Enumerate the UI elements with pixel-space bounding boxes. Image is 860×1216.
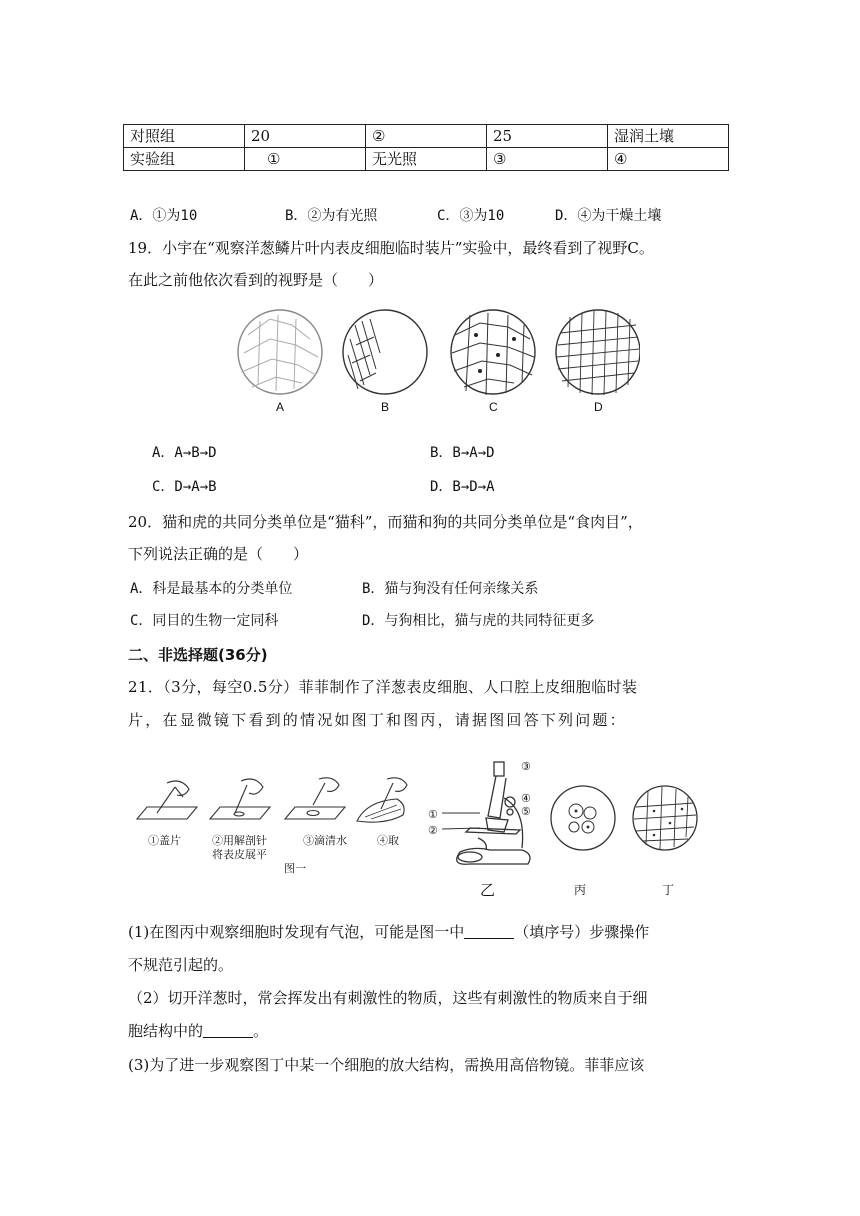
table-row xyxy=(124,148,729,171)
step-caption-2: ②用解剖针 xyxy=(212,835,267,847)
table-row xyxy=(124,125,729,148)
q20-option-a: A．科是最基本的分类单位 xyxy=(130,581,293,597)
q19-option-c: C．D→A→B xyxy=(152,479,217,495)
table-cell: 实验组 xyxy=(124,148,245,171)
table-cell: ④ xyxy=(608,148,729,171)
q18-option-a: A．①为10 xyxy=(130,208,198,224)
q21-sub1-cont: 不规范引起的。 xyxy=(128,956,234,974)
figure-label-b: B xyxy=(381,400,390,414)
figure-label-yi: 乙 xyxy=(480,881,496,899)
q18-option-c: C．③为10 xyxy=(437,208,505,224)
q19-stem-line2: 在此之前他依次看到的视野是（ ） xyxy=(128,271,384,289)
q20-option-c: C．同目的生物一定同科 xyxy=(130,613,279,629)
q21-sub1 xyxy=(128,922,649,942)
microscope-marker-2: ② xyxy=(428,825,438,837)
q19-stem-line1: 19．小宇在“观察洋葱鳞片叶内表皮细胞临时装片”实验中，最终看到了视野C。 xyxy=(128,239,654,257)
q19-option-a: A．A→B→D xyxy=(152,445,217,461)
microscope-marker-5: ⑤ xyxy=(521,806,531,818)
procedure-steps-figure xyxy=(135,775,410,830)
microscope-marker-3: ③ xyxy=(521,761,531,773)
q21-stem-line2: 片，在显微镜下看到的情况如图丁和图丙，请据图回答下列问题： xyxy=(128,711,627,729)
microscope-marker-4: ④ xyxy=(521,793,531,805)
figure-label-a: A xyxy=(276,400,285,414)
onion-cell-field xyxy=(630,783,700,853)
q18-option-d: D．④为干燥土壤 xyxy=(555,208,662,224)
figure-label-d: D xyxy=(594,400,603,414)
marker-lines xyxy=(440,800,530,836)
q21-sub2: （2）切开洋葱时，常会挥发出有刺激性的物质，这些有刺激性的物质来自于细 xyxy=(128,989,648,1007)
table-cell: ② xyxy=(366,125,487,148)
q20-stem-line1: 20．猫和虎的共同分类单位是“猫科”，而猫和狗的共同分类单位是“食肉目”， xyxy=(128,513,643,531)
section-heading: 二、非选择题(36分) xyxy=(128,646,268,664)
q18-option-b: B．②为有光照 xyxy=(285,208,378,224)
microscope-marker-1: ① xyxy=(428,809,438,821)
table-cell: 25 xyxy=(487,125,608,148)
q20-option-d: D．与狗相比，猫与虎的共同特征更多 xyxy=(362,613,595,629)
q19-option-b: B．B→A→D xyxy=(430,445,495,461)
q21-stem-line1: 21．（3分，每空0.5分）菲菲制作了洋葱表皮细胞、人口腔上皮细胞临时装 xyxy=(128,678,638,696)
experiment-table xyxy=(123,124,729,171)
answer-blank-2[interactable] xyxy=(203,1023,253,1038)
table-cell: 湿润土壤 xyxy=(608,125,729,148)
q21-sub3: (3)为了进一步观察图丁中某一个细胞的放大结构，需换用高倍物镜。菲菲应该 xyxy=(128,1056,645,1074)
q21-sub2-cont xyxy=(128,1021,268,1041)
q20-option-b: B．猫与狗没有任何亲缘关系 xyxy=(362,581,539,597)
answer-blank-1[interactable] xyxy=(464,924,514,939)
figure-label-bing: 丙 xyxy=(574,883,587,897)
q21-sub2-text-b: 胞结构中的 xyxy=(128,1022,204,1040)
table-cell: ① xyxy=(245,148,366,171)
figure-label-c: C xyxy=(489,400,498,414)
table-cell: 20 xyxy=(245,125,366,148)
step-caption-3: ③滴清水 xyxy=(303,835,347,847)
cheek-cell-field xyxy=(548,783,618,853)
q20-stem-line2: 下列说法正确的是（ ） xyxy=(128,545,309,563)
q21-sub2-text-c: 。 xyxy=(253,1022,269,1040)
table-cell: 无光照 xyxy=(366,148,487,171)
figure-label-ding: 丁 xyxy=(662,883,675,897)
q21-sub1-text-b: （填序号）步骤操作 xyxy=(514,923,650,941)
figure-one-label: 图一 xyxy=(284,863,306,875)
step-caption-4: ④取 xyxy=(377,835,399,847)
q21-sub1-text-a: (1)在图丙中观察细胞时发现有气泡，可能是图一中 xyxy=(128,923,465,941)
step-caption-2b: 将表皮展平 xyxy=(212,849,267,861)
table-cell: ③ xyxy=(487,148,608,171)
table-cell: 对照组 xyxy=(124,125,245,148)
q19-option-d: D．B→D→A xyxy=(430,479,495,495)
microscope-fields-figure xyxy=(230,305,640,420)
step-caption-1: ①盖片 xyxy=(148,835,181,847)
